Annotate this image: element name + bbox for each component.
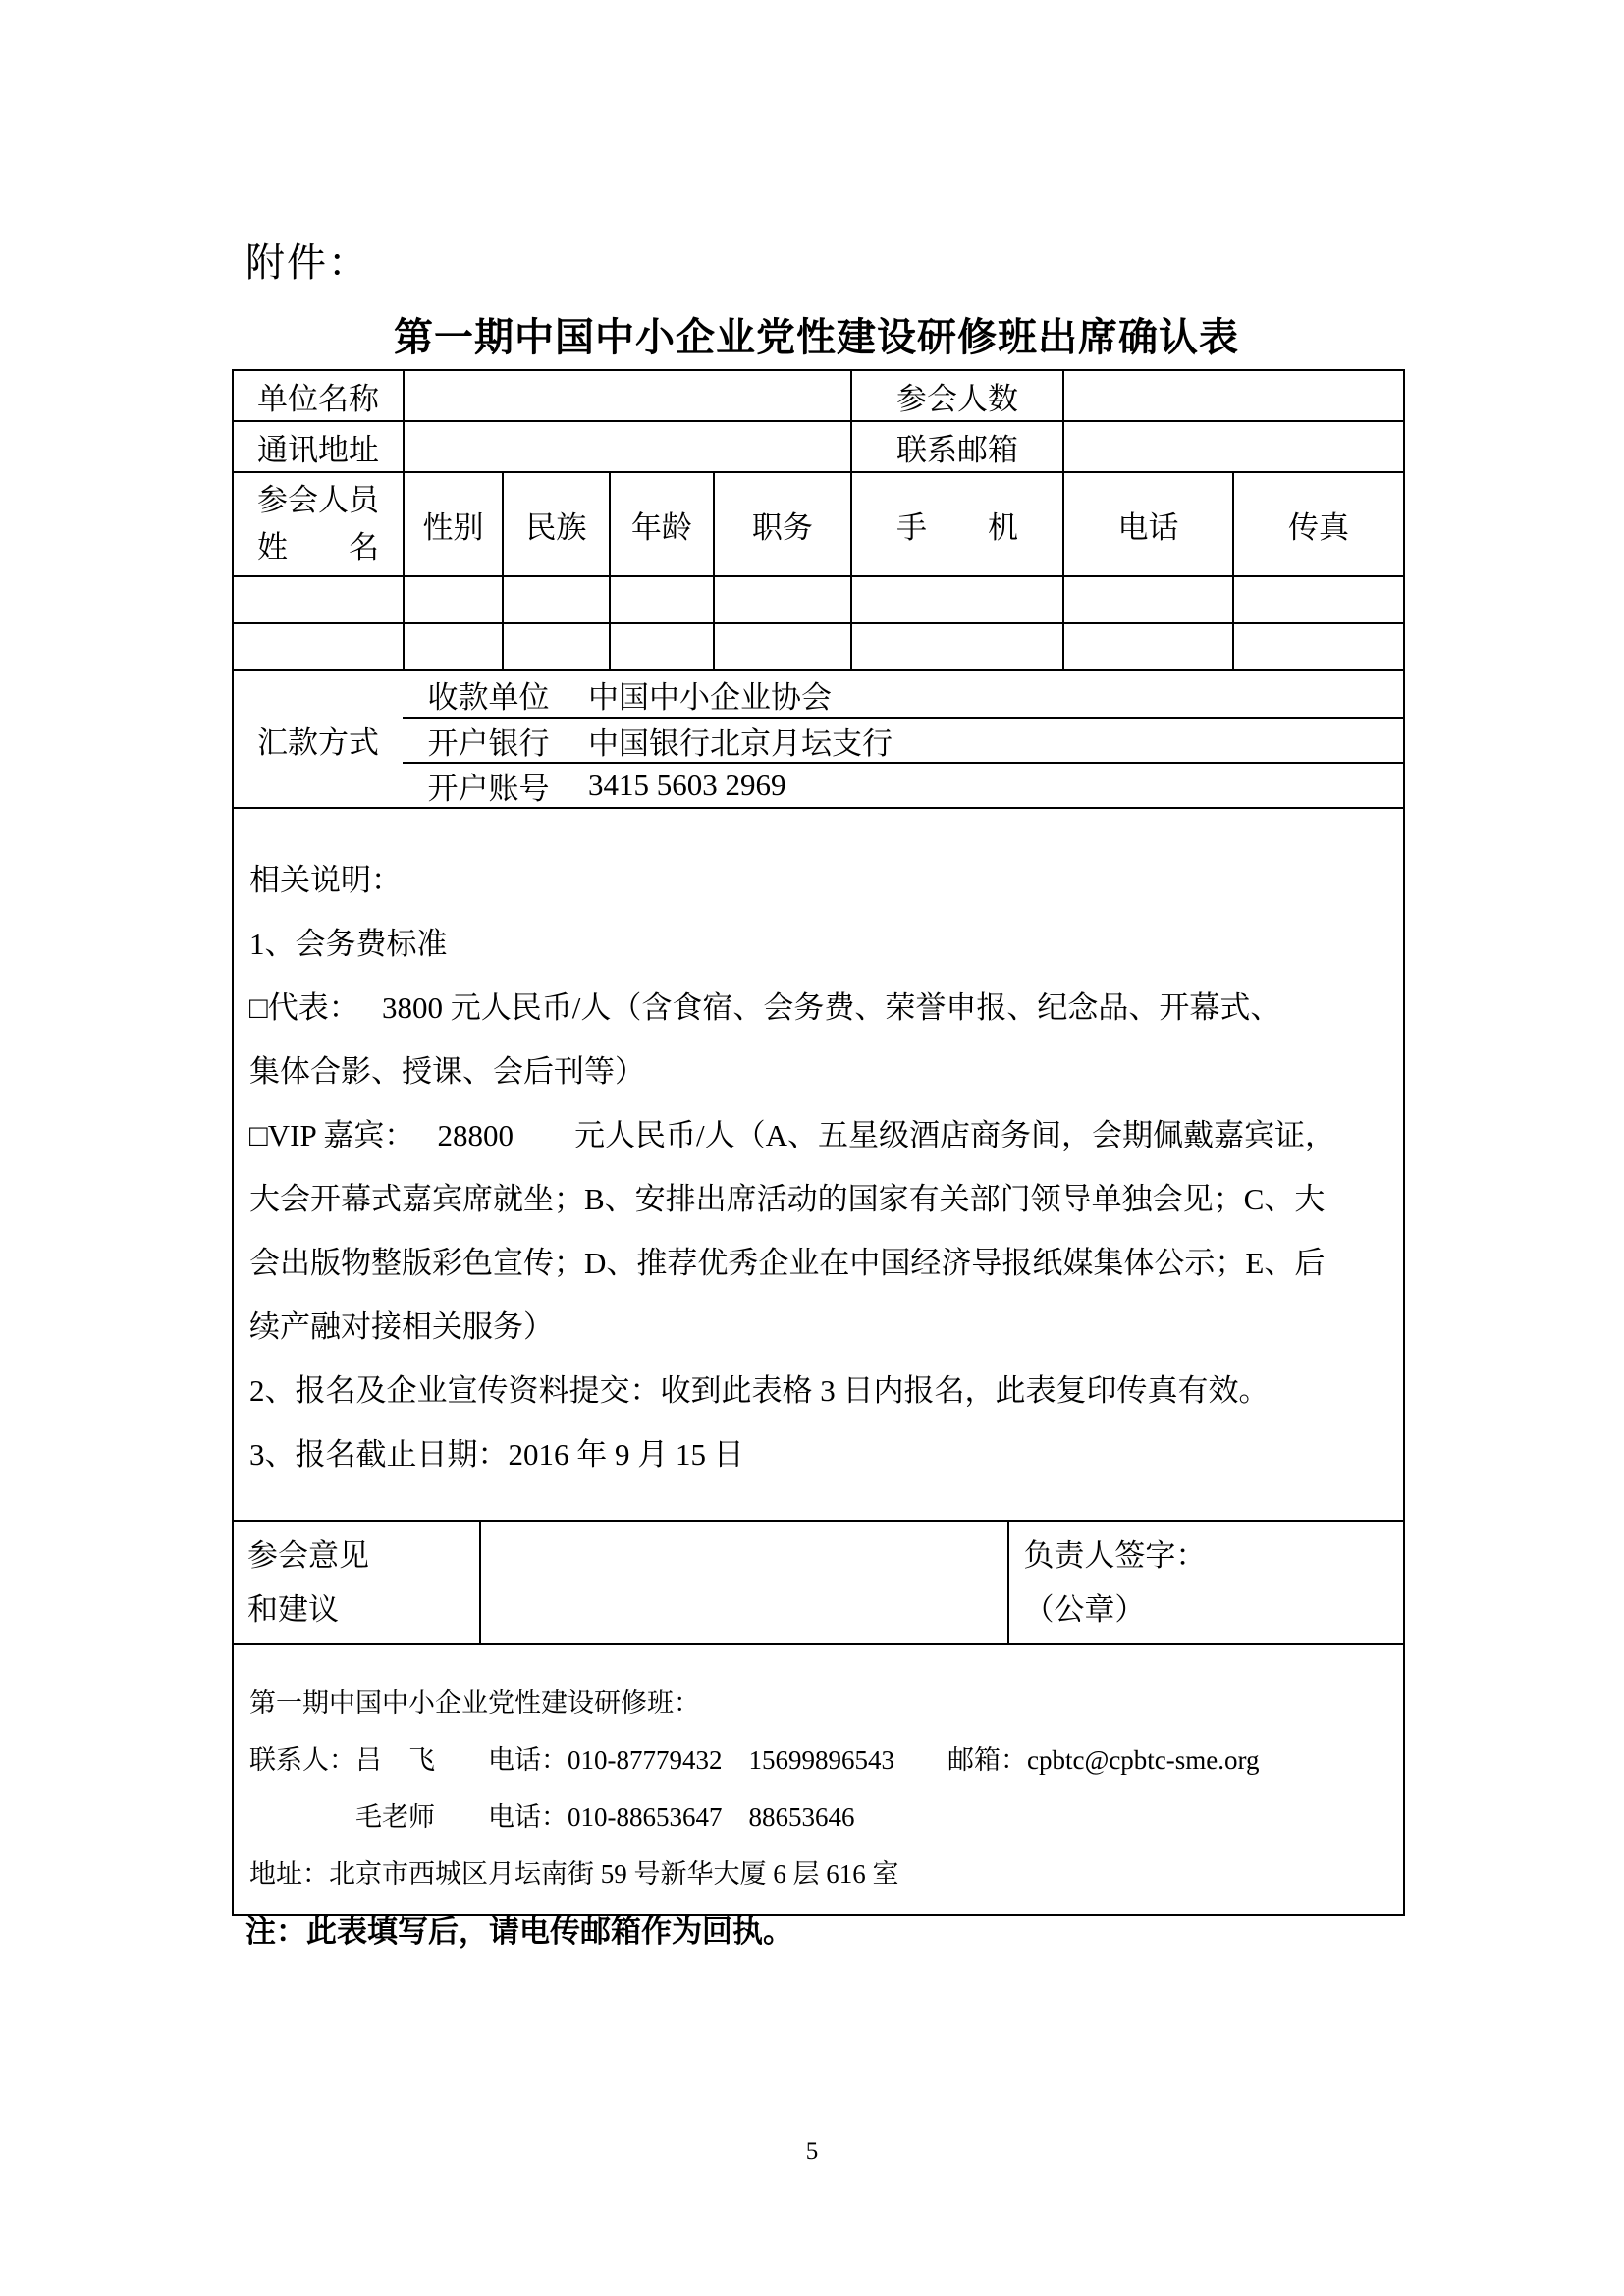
- attendee-count-input[interactable]: [1062, 371, 1403, 420]
- notes-section: [234, 807, 1403, 1520]
- notes-delegate-line1: [249, 976, 1385, 1040]
- contact-program-name: 第一期中国中小企业党性建设研修班：: [249, 1688, 700, 1718]
- payment-section: [234, 669, 1403, 807]
- attendee-1-mobile-input[interactable]: [850, 577, 1062, 622]
- attendee-2-ethnic-input[interactable]: [502, 624, 609, 669]
- attendee-1-fax-input[interactable]: [1232, 577, 1403, 622]
- phone-header: 电话: [1062, 473, 1232, 575]
- email-label: 联系邮箱: [850, 422, 1062, 471]
- age-header: 年龄: [609, 473, 713, 575]
- row-unit-name: [234, 371, 1403, 420]
- notes-item-fee-standard: 1、会务费标准: [249, 927, 448, 961]
- notes-vip-line3: 会出版物整版彩色宣传；D、推荐优秀企业在中国经济导报纸媒集体公示；E、后: [249, 1246, 1326, 1280]
- notes-delegate-line2: 集体合影、授课、会后刊等）: [249, 1054, 645, 1089]
- contact-section: [234, 1643, 1403, 1914]
- page-title: 第一期中国中小企业党性建设研修班出席确认表: [394, 315, 1239, 359]
- delegate-checkbox[interactable]: □: [249, 990, 268, 1025]
- confirmation-form-table: [232, 369, 1405, 1916]
- attendee-name-header: [234, 473, 403, 575]
- contact-person-1: 联系人：吕 飞 电话：010-87779432 15699896543 邮箱：cpbtc@cpbtc-sme.org: [249, 1745, 1260, 1775]
- attendee-1-ethnic-input[interactable]: [502, 577, 609, 622]
- attendee-2-phone-input[interactable]: [1062, 624, 1232, 669]
- contact-person-2: 毛老师 电话：010-88653647 88653646: [249, 1802, 855, 1832]
- payment-method-label: 汇款方式: [256, 724, 379, 760]
- account-label: 开户账号: [403, 762, 574, 807]
- delegate-fee-text: 代表： 3800 元人民币/人（含食宿、会务费、荣誉申报、纪念品、开幕式、: [267, 990, 1281, 1025]
- ethnic-header: 民族: [502, 473, 609, 575]
- attendee-1-gender-input[interactable]: [403, 577, 502, 622]
- bank-label: 开户银行: [403, 717, 574, 762]
- position-header: 职务: [713, 473, 850, 575]
- address-label: 通讯地址: [256, 432, 379, 467]
- fax-header: 传真: [1232, 473, 1403, 575]
- account-value: 3415 5603 2969: [574, 762, 1403, 807]
- attendee-header-row: [234, 471, 1403, 575]
- payee-value: 中国中小企业协会: [588, 679, 833, 715]
- feedback-input[interactable]: [479, 1522, 1007, 1643]
- attendee-row-1: [234, 575, 1403, 622]
- attendee-2-position-input[interactable]: [713, 624, 850, 669]
- attendee-1-phone-input[interactable]: [1062, 577, 1232, 622]
- notes-item-deadline: 3、报名截止日期：2016 年 9 月 15 日: [249, 1437, 744, 1471]
- unit-name-input[interactable]: [403, 371, 850, 420]
- feedback-label-line1: 参会意见: [247, 1538, 369, 1573]
- email-input[interactable]: [1062, 422, 1403, 471]
- contact-content: [234, 1645, 1403, 1914]
- attendee-2-mobile-input[interactable]: [850, 624, 1062, 669]
- payee-label: 收款单位: [427, 679, 550, 715]
- unit-name-label: 单位名称: [256, 381, 379, 416]
- attendee-1-age-input[interactable]: [609, 577, 713, 622]
- seal-label: （公章）: [1023, 1592, 1146, 1627]
- footer-note: 注：此表填写后，请电传邮箱作为回执。: [245, 1914, 793, 1949]
- notes-heading: 相关说明：: [249, 863, 402, 897]
- feedback-label: [234, 1522, 479, 1643]
- attendee-name-header-line1: 参会人员: [256, 482, 379, 517]
- attendee-count-label: 参会人数: [850, 371, 1062, 420]
- attendee-name-header-line2: 姓 名: [256, 530, 379, 564]
- attendee-row-2: [234, 622, 1403, 669]
- notes-vip-line2: 大会开幕式嘉宾席就坐；B、安排出席活动的国家有关部门领导单独会见；C、大: [249, 1182, 1326, 1216]
- attendee-1-position-input[interactable]: [713, 577, 850, 622]
- notes-vip-line4: 续产融对接相关服务）: [249, 1309, 554, 1344]
- attendee-1-name-input[interactable]: [234, 577, 403, 622]
- vip-fee-text: VIP 嘉宾： 28800 元人民币/人（A、五星级酒店商务间，会期佩戴嘉宾证，: [267, 1118, 1336, 1152]
- mobile-header: 手 机: [850, 473, 1062, 575]
- notes-vip-line1: [249, 1103, 1385, 1167]
- notes-content: [234, 809, 1403, 1520]
- attendee-2-name-input[interactable]: [234, 624, 403, 669]
- feedback-row: [234, 1520, 1403, 1643]
- address-input[interactable]: [403, 422, 850, 471]
- feedback-label-line2: 和建议: [247, 1592, 339, 1627]
- attachment-label: 附件：: [245, 240, 369, 285]
- vip-checkbox[interactable]: □: [249, 1118, 268, 1152]
- contact-address: 地址：北京市西城区月坛南街 59 号新华大厦 6 层 616 室: [249, 1859, 899, 1889]
- notes-item-submission: 2、报名及企业宣传资料提交：收到此表格 3 日内报名，此表复印传真有效。: [249, 1373, 1270, 1408]
- gender-header: 性别: [403, 473, 502, 575]
- signature-cell: [1007, 1522, 1403, 1643]
- signature-label: 负责人签字：: [1023, 1538, 1207, 1573]
- attendee-2-gender-input[interactable]: [403, 624, 502, 669]
- row-address: [234, 420, 1403, 471]
- attendee-2-fax-input[interactable]: [1232, 624, 1403, 669]
- page-number: 5: [805, 2138, 819, 2164]
- bank-value: 中国银行北京月坛支行: [574, 717, 1403, 762]
- attendee-2-age-input[interactable]: [609, 624, 713, 669]
